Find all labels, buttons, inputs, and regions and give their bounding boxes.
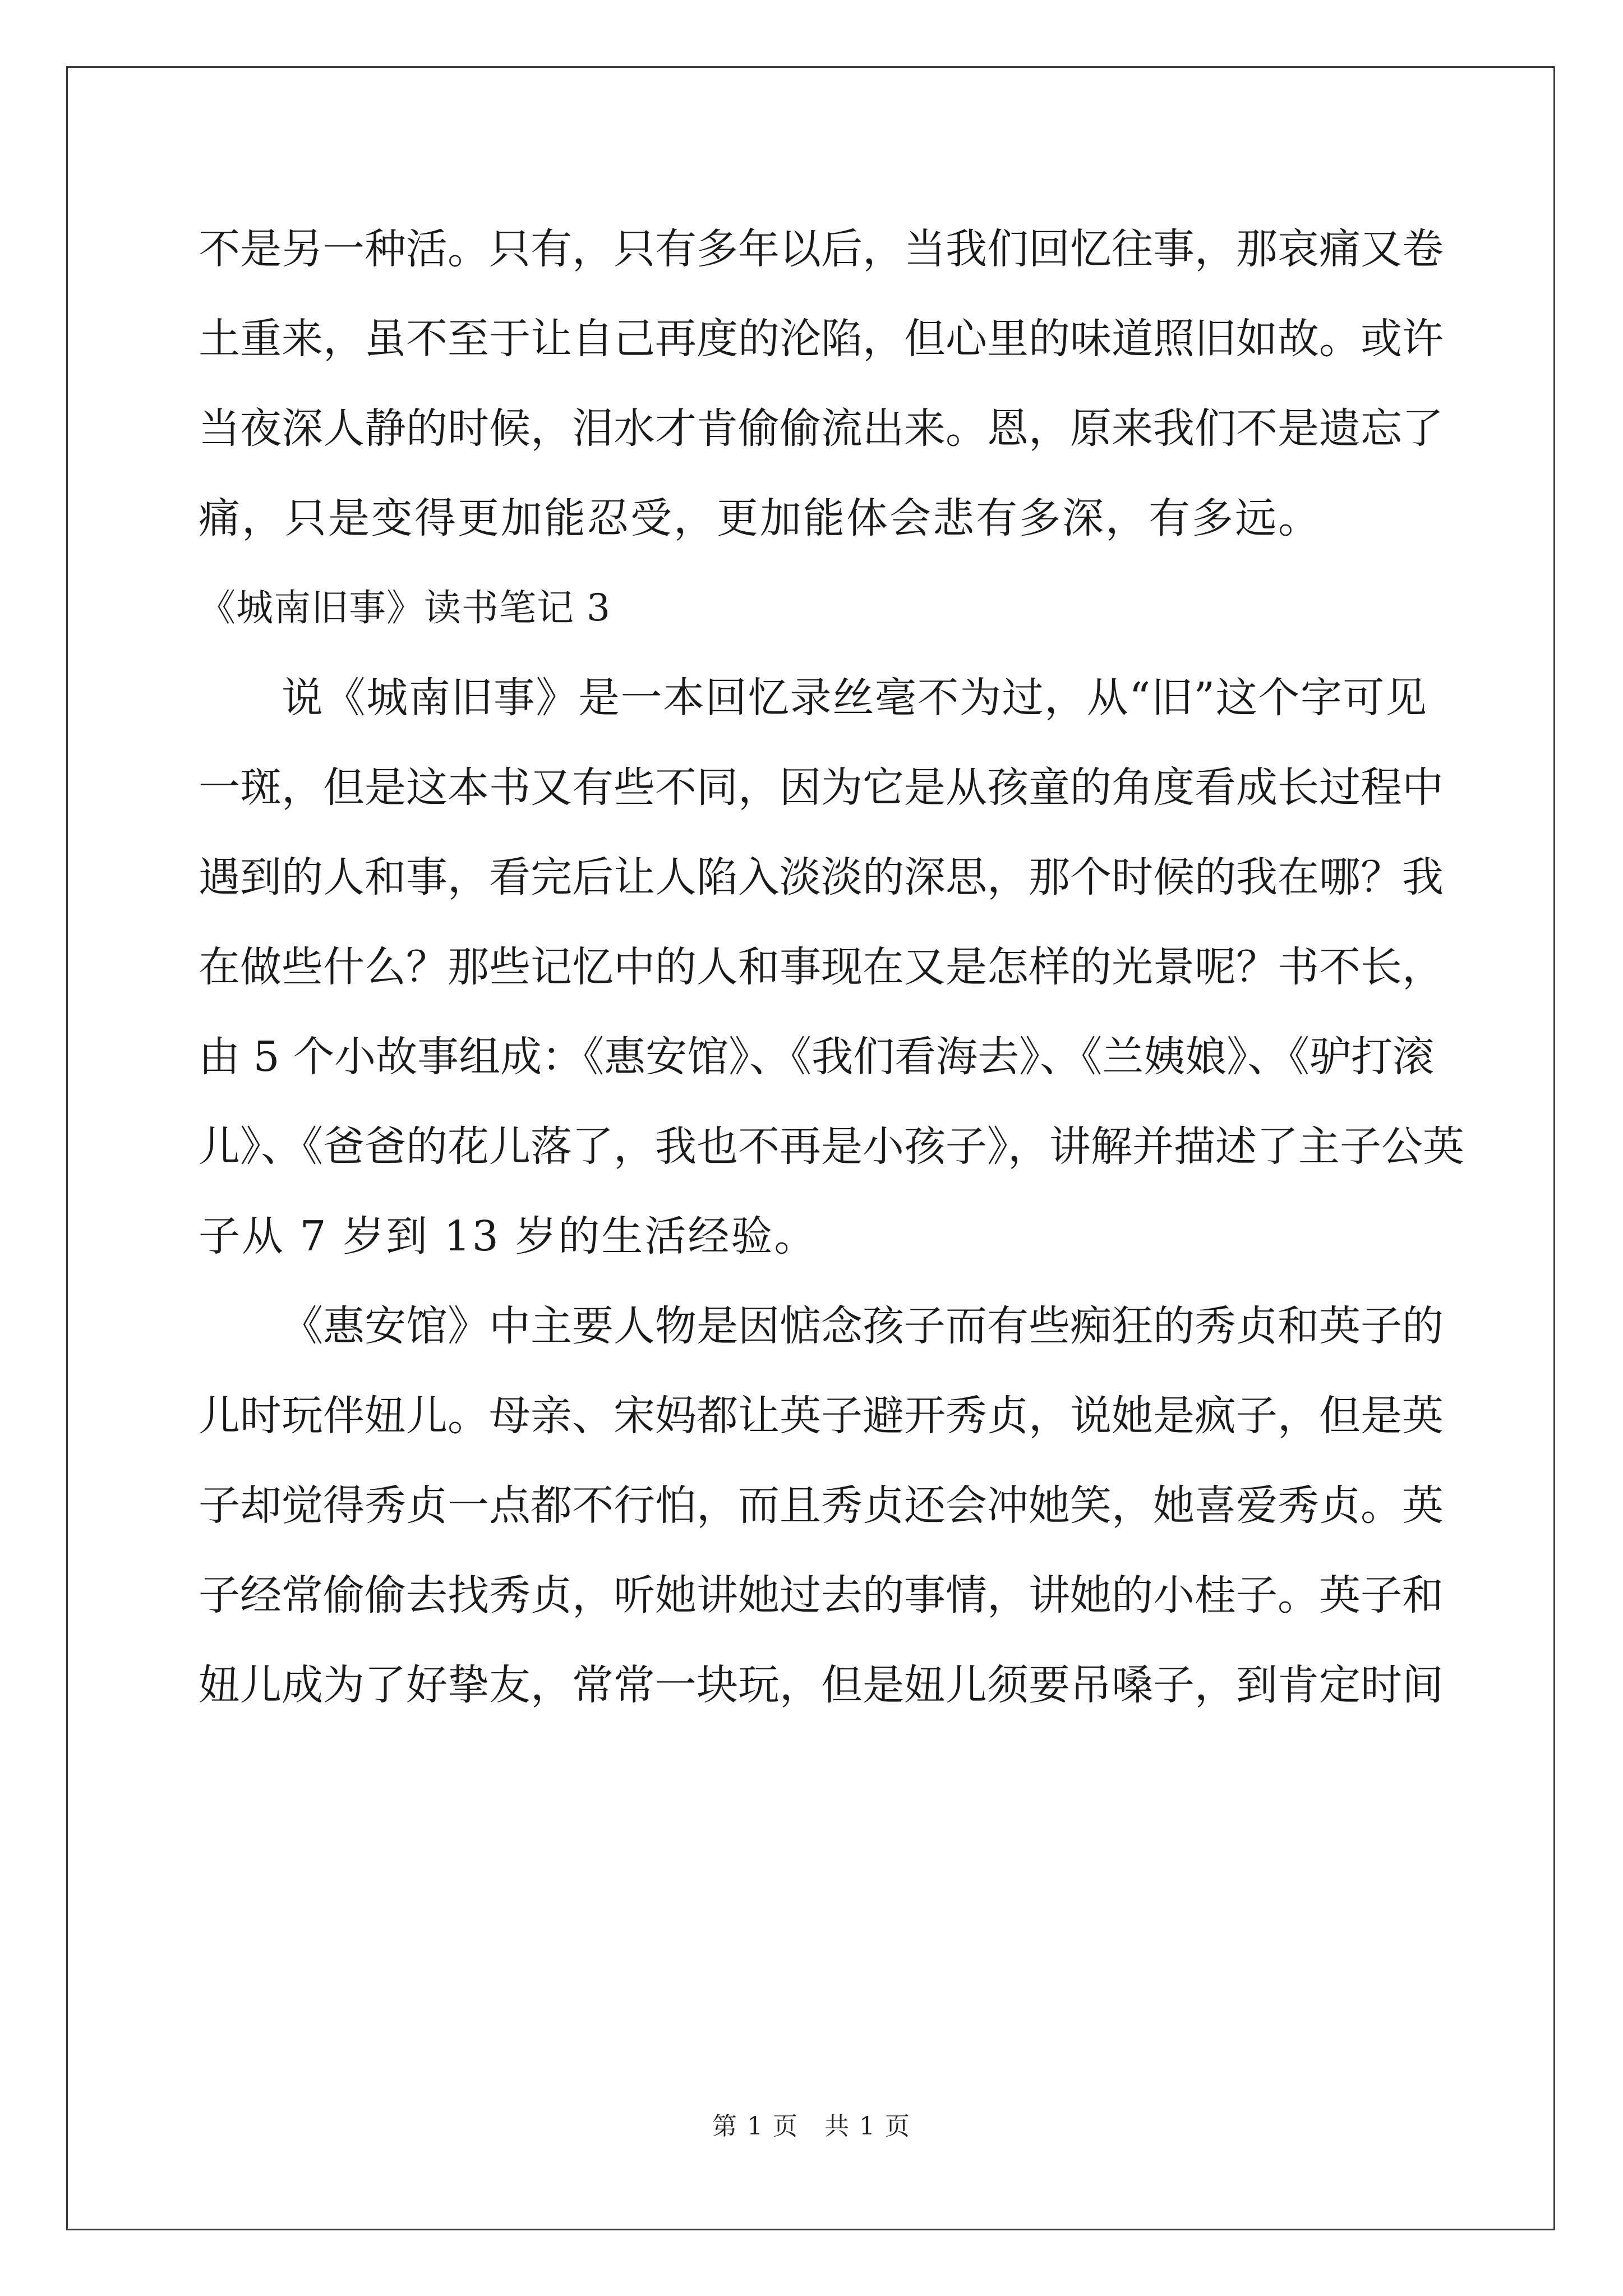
text-line: 不是另一种活。只有，只有多年以后，当我们回忆往事，那哀痛又卷 xyxy=(199,225,1444,273)
document-body xyxy=(199,204,1464,1730)
text-line: 子从 7 岁到 13 岁的生活经验。 xyxy=(199,1212,818,1260)
text-line: 当夜深人静的时候，泪水才肯偷偷流出来。恩，原来我们不是遗忘了 xyxy=(199,404,1444,453)
page-number: 第 1 页 共 1 页 xyxy=(712,2112,911,2141)
text-line: 子经常偷偷去找秀贞，听她讲她过去的事情，讲她的小桂子。英子和 xyxy=(199,1571,1444,1619)
text-line: 子却觉得秀贞一点都不行怕，而且秀贞还会冲她笑，她喜爱秀贞。英 xyxy=(199,1481,1444,1530)
section-heading: 《城南旧事》读书笔记 3 xyxy=(199,586,611,629)
text-line: 遇到的人和事，看完后让人陷入淡淡的深思，那个时候的我在哪？我 xyxy=(199,853,1444,901)
text-line: 土重来，虽不至于让自己再度的沦陷，但心里的味道照旧如故。或许 xyxy=(199,315,1444,363)
text-line: 儿时玩伴妞儿。母亲、宋妈都让英子避开秀贞，说她是疯子，但是英 xyxy=(199,1392,1444,1440)
text-line: 痛，只是变得更加能忍受，更加能体会悲有多深，有多远。 xyxy=(199,494,1321,542)
text-line: 儿》、《爸爸的花儿落了，我也不再是小孩子》，讲解并描述了主子公英 xyxy=(199,1122,1464,1171)
text-line: 妞儿成为了好挚友，常常一块玩，但是妞儿须要吊嗓子，到肯定时间 xyxy=(199,1661,1444,1709)
text-line: 在做些什么？那些记忆中的人和事现在又是怎样的光景呢？书不长， xyxy=(199,943,1444,991)
text-line: 《惠安馆》中主要人物是因惦念孩子而有些痴狂的秀贞和英子的 xyxy=(282,1302,1444,1350)
text-line: 由 5 个小故事组成：《惠安馆》、《我们看海去》、《兰姨娘》、《驴打滚 xyxy=(199,1033,1435,1081)
text-line: 一斑，但是这本书又有些不同，因为它是从孩童的角度看成长过程中 xyxy=(199,763,1444,812)
text-line: 说《城南旧事》是一本回忆录丝毫不为过，从“旧”这个字可见 xyxy=(282,674,1427,722)
